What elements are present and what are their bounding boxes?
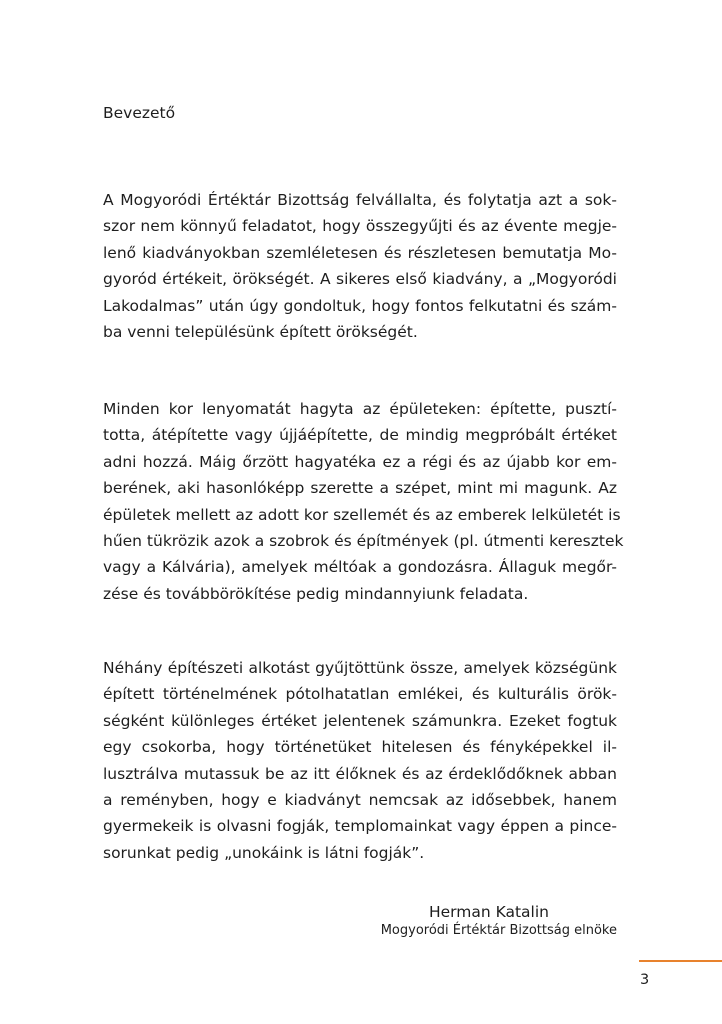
paragraph-line: adni hozzá. Máig őrzött hagyatéka ez a régi és az újabb kor em- [103,452,617,471]
paragraph-line: a reményben, hogy e kiadványt nemcsak az idősebbek, hanem [103,791,617,810]
paragraph-line: Néhány építészeti alkotást gyűjtöttünk össze, amelyek községünk [103,659,617,677]
signature-name: Herman Katalin [428,903,549,921]
signature-role: Mogyoródi Értéktár Bizottság elnöke [380,923,617,938]
paragraph-line: gyermekeik is olvasni fogják, templomainkat vagy éppen a pince- [103,817,617,836]
paragraph-line: Minden kor lenyomatát hagyta az épületeken: építette, pusztí- [103,400,617,418]
page-heading: Bevezető [103,104,176,122]
paragraph-2 [103,396,624,607]
paragraph-line: egy csokorba, hogy történetüket hitelesen és fényképekkel il- [103,738,617,757]
paragraph-line: Lakodalmas” után úgy gondoltuk, hogy fontos felkutatni és szám- [103,296,617,315]
paragraph-line: lenő kiadványokban szemléletesen és részletesen bemutatja Mo- [103,243,617,262]
paragraph-line: vagy a Kálvária), amelyek méltóak a gondozásra. Állaguk megőr- [103,558,617,577]
paragraph-line: gyoród értékeit, örökségét. A sikeres első kiadvány, a „Mogyoródi [103,270,617,289]
paragraph-line: A Mogyoródi Értéktár Bizottság felvállalta, és folytatja azt a sok- [103,191,617,209]
page-number: 3 [640,972,650,988]
paragraph-3 [103,655,617,866]
paragraph-line: berének, aki hasonlóképp szerette a szépet, mint mi magunk. Az [103,479,617,498]
footer-divider [639,960,722,962]
paragraph-line: ba venni településünk épített örökségét. [103,323,418,342]
paragraph-1 [103,187,617,345]
paragraph-line: épületek mellett az adott kor szellemét és az emberek lelkületét is [103,505,621,524]
paragraph-line: zése és továbbörökítése pedig mindannyiunk feladata. [103,584,529,603]
paragraph-line: lusztrálva mutassuk be az itt élőknek és az érdeklődőknek abban [103,764,617,783]
paragraph-line: épített történelmének pótolhatatlan emlékei, és kulturális örök- [103,685,617,704]
paragraph-line: sorunkat pedig „unokáink is látni fogják”. [103,843,425,862]
paragraph-line: totta, átépítette vagy újjáépítette, de mindig megpróbált értéket [103,426,617,445]
paragraph-line: ségként különleges értéket jelentenek számunkra. Ezeket fogtuk [103,711,617,730]
paragraph-line: szor nem könnyű feladatot, hogy összegyűjti és az évente megje- [103,217,617,236]
paragraph-line: hűen tükrözik azok a szobrok és építmények (pl. útmenti keresztek [103,532,624,551]
